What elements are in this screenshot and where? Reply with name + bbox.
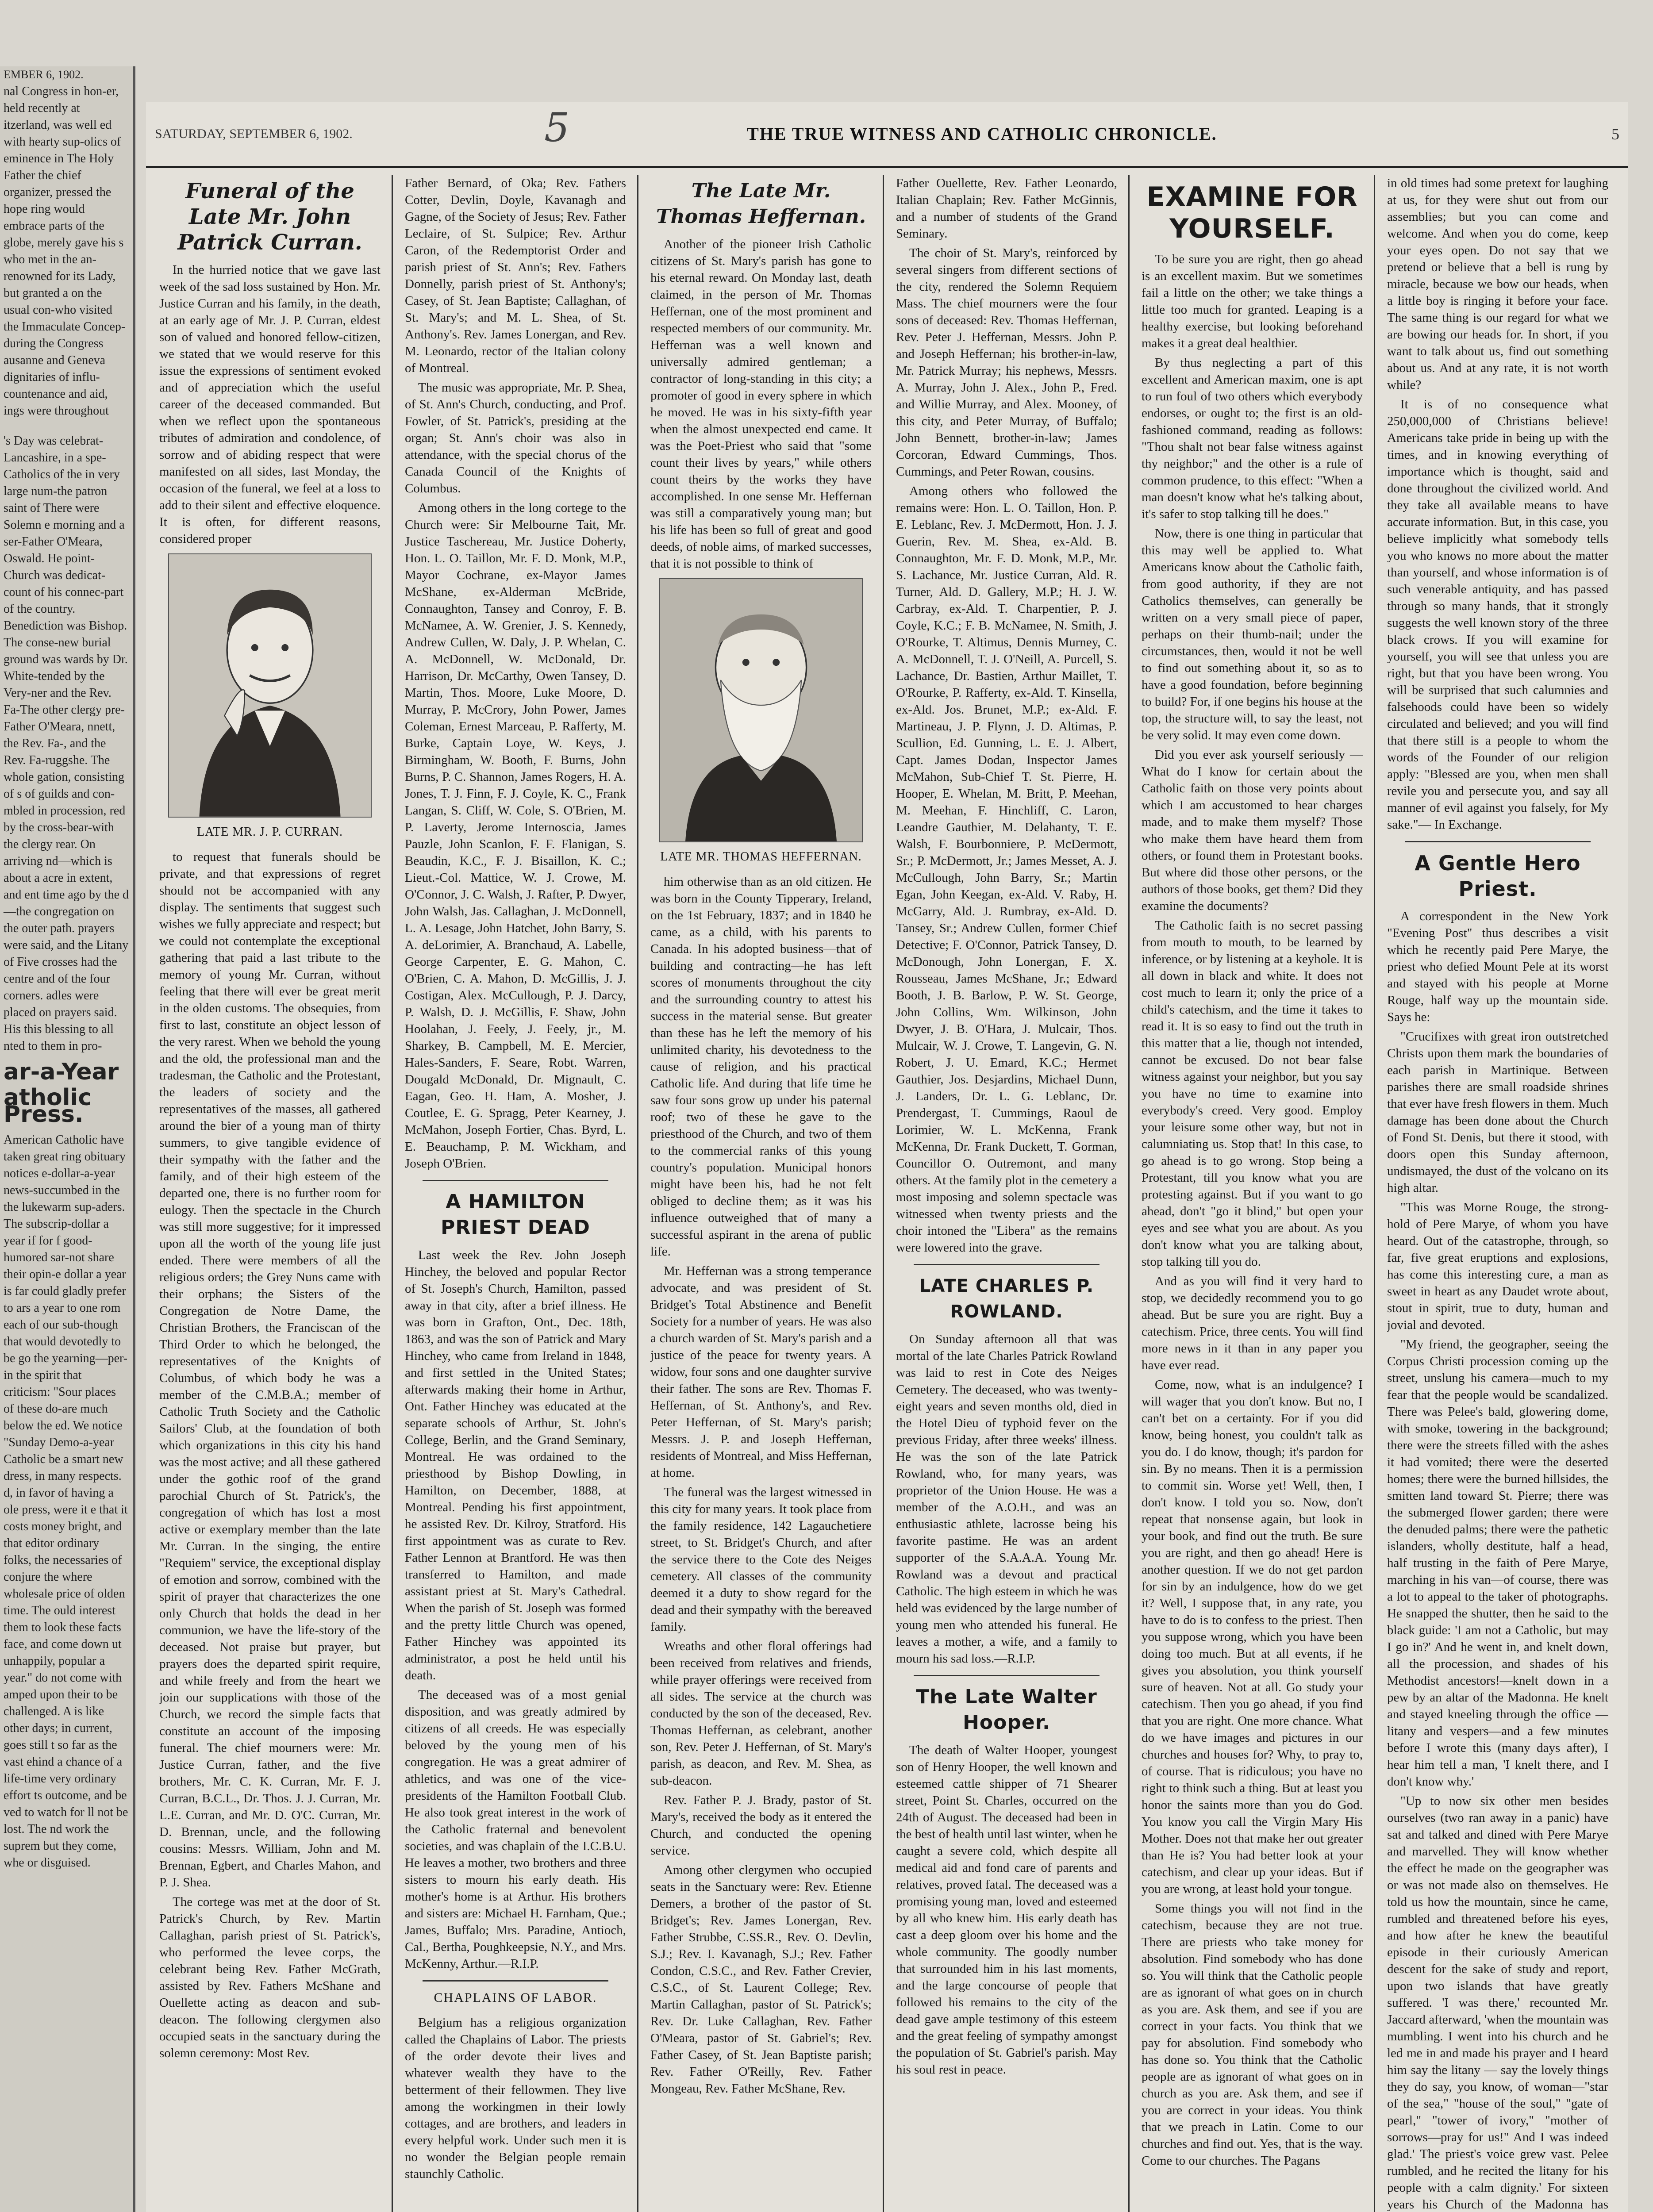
- column-1: [159, 175, 381, 2212]
- hamilton-headline: A HAMILTON PRIEST DEAD: [441, 1190, 590, 1239]
- page-header: [146, 102, 1628, 168]
- column-rule: [1128, 175, 1130, 2212]
- column-rule: [392, 175, 393, 2212]
- masthead: THE TRUE WITNESS AND CATHOLIC CHRONICLE.: [747, 124, 1217, 144]
- examine-paragraph-8: Some things you will not find in the catechism, because they are not true. There are priests who take money for absolution. Find somebody who has done so. You will think that the Catholic people are as ignorant of what goes on in church as you are. Ask them, and see if you are correct in your facts. You think that we pay for absolution. Find somebody who has done so. You think that the Catholic people are as ignorant of what goes on in church as you are. Ask them, and see if you are correct in your ideas. You think that we preach in Latin. Come to our churches and find out. Yes, that is the way. Come to our churches. The Pagans: [1142, 1901, 1363, 2168]
- curran-headline: Funeral of the Late Mr. John Patrick Curran.: [177, 179, 362, 255]
- divider: [914, 1264, 1099, 1265]
- curran-continued-3: Among others in the long cortege to the Church were: Sir Melbourne Tait, Mr. Justice Taschereau, Mr. Justice Doherty, Hon. L. O. Taillon, Mr. F. D. Monk, M.P., Mayor Cochrane, ex-Mayor James McShane, ex-Alderman McBride, Connaughton, Tansey and Conroy, F. B. McNamee, A. W. Grenier, J. S. Kennedy, Andrew Cullen, W. Daly, J. P. Whelan, C. A. McDonnell, W. McDonald, Dr. Harrison, Dr. McCarthy, Owen Tansey, D. Martin, Thos. Moore, Luke Moore, D. Murray, P. McCrory, John Power, James Coleman, Ernest Marceau, P. Rafferty, M. Burke, Captain Loye, W. Keys, J. Birmingham, W. Booth, F. Burns, John Burns, P. C. Shannon, James Rogers, H. A. Jones, T. J. Finn, F. J. Coyle, K. C., Frank Langan, S. Cliff, W. Cole, S. O'Brien, M. P. Laverty, Jerome Internoscia, James Pauzle, John Scanlon, F. F. Flanigan, S. Beaudin, K.C., F. J. Bisaillon, K. C.; Lieut.-Col. Mattice, W. J. Crowe, M. O'Connor, J. C. Walsh, J. Rafter, P. Dwyer, John Walsh, Jas. Callaghan, J. McDonnell, L. A. Lesage, John Hatchet, John Barry, S. A. deLorimier, A. Branchaud, A. Labelle, George Carpenter, E. G. Mahon, C. O'Brien, C. A. Mahon, D. McGillis, J. J. Costigan, Alex. McCullough, P. J. Darcy, P. Walsh, D. J. McGillis, F. Shaw, John Hoolahan, J. Feely, J. Feely, jr., M. Sharkey, B. Campbell, M. E. Mercier, Hales-Sanders, F. Seare, Robt. Warren, Dougald McDonald, Dr. Mignault, C. Eagan, Geo. H. Ham, A. Mosher, J. Coutlee, E. G. Spragg, Peter Kearney, J. McMahon, Joseph Fortier, Chas. Byrd, L. E. Beauchamp, P. M. Wickham, and Joseph O'Brien.: [405, 501, 626, 1171]
- heffernan-paragraph-4: The funeral was the largest witnessed in this city for many years. It took place from the family residence, 142 Lagauchetiere street, to St. Bridget's Church, and after the service there to the Cote des Neiges cemetery. All classes of the community deemed it a duty to show regard for the dead and their sympathy with the bereaved family.: [650, 1485, 872, 1634]
- heffernan-portrait: [659, 578, 863, 842]
- curran-portrait-engraving: [169, 554, 371, 817]
- heffernan-paragraph-3: Mr. Heffernan was a strong temperance advocate, and was president of St. Bridget's Total Abstinence and Benefit Society for a number of years. He was also a church warden of St. Mary's parish and a justice of the peace for twenty years. A widow, four sons and one daughter survive their father. The sons are Rev. Thomas F. Heffernan, of St. Anthony's, and Rev. Peter Heffernan, of St. Mary's parish; Messrs. J. P. and Joseph Heffernan, residents of Montreal, and Miss Heffernan, at home.: [650, 1263, 872, 1480]
- hamilton-paragraph-2: The deceased was of a most genial disposition, and was greatly admired by citizens of all creeds. He was especially beloved by the young men of his congregation. He was a great admirer of athletics, and was one of the vice-presidents of the Hamilton Football Club. He also took great interest in the work of the Catholic fraternal and benevolent societies, and was chaplain of the I.C.B.U. He leaves a mother, two brothers and three sisters to mourn his early death. His mother's home is at Arthur. His brothers and sisters are: Michael H. Farnham, Que.; James, Buffalo; Mrs. Paradine, Antioch, Cal., Bertha, Poughkeepsie, N.Y., and Mrs. McKenny, Arthur.—R.I.P.: [405, 1688, 626, 1971]
- heffernan-paragraph-1: Another of the pioneer Irish Catholic citizens of St. Mary's parish has gone to his eternal reward. On Monday last, death claimed, in the person of Mr. Thomas Heffernan, one of the most prominent and respected members of our community. Mr. Heffernan was a well known and universally admired gentleman; a contractor of long-standing in this city; a promoter of good in every sphere in which he moved. He was in his sixty-fifth year when the almost unexpected end came. It was the Poet-Priest who said that "some count their lives by years," while others count theirs by the works they have accomplished. In one sense Mr. Heffernan was still a comparatively young man; but his life has been so full of great and good deeds, of noble aims, of marked successes, that it is not possible to think of: [650, 237, 872, 571]
- column-rule: [1374, 175, 1375, 2212]
- column-3: [650, 175, 872, 2212]
- curran-paragraph-3: The cortege was met at the door of St. Patrick's Church, by Rev. Martin Callaghan, parish priest of St. Patrick's, who performed the levee corps, the celebrant being Rev. Father McGrath, assisted by Rev. Fathers McShane and Ouellette acting as deacon and sub-deacon. The following clergymen also occupied seats in the sanctuary during the solemn ceremony: Most Rev.: [159, 1894, 381, 2060]
- divider: [914, 1675, 1099, 1676]
- chaplains-paragraph: Belgium has a religious organization called the Chaplains of Labor. The priests of the order devote their lives and whatever wealth they have to the betterment of their fellowmen. They live among the workingmen in their lowly cottages, and are brothers, and leaders in every helpful work. Under such men it is no wonder the Belgian people remain staunchly Catholic.: [405, 2016, 626, 2181]
- adjacent-page-text-mid: 's Day was celebrat-Lancashire, in a spe-Catholics of the in very large num-the patron saint of There were Solemn e morning and a ser-Father O'Meara, Oswald. He point-Church was dedicat-count of his connec-part of the country. Benediction was Bishop. The conse-new burial ground was wards by Dr. White-tended by the Very-ner and the Rev. Fa-The other clergy pre-Father O'Meara, nnett, the Rev. Fa-, and the Rev. Fa-ruggshe. The whole gation, consisting of s of guilds and con-mbled in procession, red by the cross-bear-with the clergy rear. On arriving nd—which is about a acre in extent, and ent time ago by the d—the congregation on the outer path. prayers were said, and the Litany of Five crosses had the centre and of the four corners. adles were placed on prayers said. His this blessing to all nted to them in pro-: [4, 434, 129, 1053]
- examine-paragraph-6: And as you will find it very hard to stop, we decidedly recommend you to go ahead. But be sure you are right. Buy a catechism. Price, three cents. You will find more news in it than in any paper you have ever read.: [1142, 1274, 1363, 1372]
- curran-caption: LATE MR. J. P. CURRAN.: [196, 825, 343, 839]
- divider: [1405, 841, 1591, 842]
- page-number: 5: [1611, 125, 1619, 143]
- rowland-paragraph: On Sunday afternoon all that was mortal of the late Charles Patrick Rowland was laid to rest in Cote des Neiges Cemetery. The deceased, who was twenty-eight years and seven months old, died in the Hotel Dieu of typhoid fever on the previous Friday, after three weeks' illness. He was the son of the late Patrick Rowland, who, for many years, was proprietor of the Union House. He was a member of the A.O.H., and was an enthusiastic athlete, lacrosse being his favorite pastime. He was an ardent supporter of the S.A.A.A. Young Mr. Rowland was a devout and practical Catholic. The high esteem in which he was held was evidenced by the large number of young men who attended his funeral. He leaves a mother, a wife, and a family to mourn his sad loss.—R.I.P.: [896, 1332, 1117, 1666]
- pencil-mark: 5: [544, 104, 570, 151]
- adjacent-page-text-top: nal Congress in hon-er, held recently at itzerland, was well ed with hearty sup-olics of eminence in The Holy Father the chief organizer, pressed the hope ring would embrace parts of the globe, merely gave his s who met in the an-renowned for its Lady, but granted a on the usual con-who visited the Immaculate Concep-during the Congress ausanne and Geneva dignitaries of influ-countenance and aid, ings were throughout: [4, 84, 126, 418]
- newspaper-page: [146, 102, 1628, 2212]
- column-2: [405, 175, 626, 2212]
- heffernan-headline: The Late Mr. Thomas Heffernan.: [656, 180, 866, 228]
- examine-paragraph-7: Come, now, what is an indulgence? I will wager that you don't know. But no, I can't bet on a certainty. For if you did know, being honest, you couldn't talk as you do. I do know, though; it's pardon for sin. By no means. Then it is a permission to commit sin. Worse yet! Well, then, I don't know. I told you so. Now, don't repeat that nonsense again, but look in your book, and find out the truth. Be sure you are right, and then go ahead! Here is another question. If we do not get pardon for sin by an indulgence, how do we get it? Well, I suppose that, in any rate, you have to do is to confess to the priest. Then you suppose wrong, which you have been doing too much. But at all events, if he gives you absolution, you think yourself sure of heaven. Not at all. Go study your catechism. Then you go ahead, if you find that you are right. One more chance. What do we have images and pictures in our churches and houses for? Why, to pray to, of course. That is ridiculous; you have no right to think such a thing. But at least you honor the saints more than you do God. You know you call the Virgin Mary His Mother. Does not that make her out greater than He is? You had better look at your catechism, and clear up your ideas. But if you are wrong, at least hold your tongue.: [1142, 1378, 1363, 1896]
- heffernan-paragraph-5: Wreaths and other floral offerings had been received from relatives and friends, while prayer offerings were received from all sides. The service at the church was conducted by the son of the deceased, Rev. Thomas Heffernan, as celebrant, another son, Rev. Peter J. Heffernan, of St. Mary's parish, as deacon, and Rev. M. Shea, as sub-deacon.: [650, 1639, 872, 1788]
- hooper-paragraph: The death of Walter Hooper, youngest son of Henry Hooper, the well known and esteemed cattle shipper of 71 Shearer street, Point St. Charles, occurred on the 24th of August. The deceased had been in the best of health until last winter, when he caught a severe cold, which despite all medical aid and fond care of parents and relatives, proved fatal. The deceased was a promising young man, loved and esteemed by all who knew him. His early death has cast a deep gloom over his home and the whole community. The goodly number that surrounded him in his last moments, and the large concourse of people that followed his remains to the city of the dead gave ample testimony of this esteem and the great feeling of sympathy amongst the population of St. Gabriel's parish. May his soul rest in peace.: [896, 1743, 1117, 2077]
- hero-priest-paragraph-3: "This was Morne Rouge, the strong-hold of Pere Marye, of whom you have heard. Out of the catastrophe, through, so far, five great eruptions and explosions, has come this interesting cure, a man as sweet in heart as any Daudet wrote about, stout in spirit, true to duty, human and jovial and devoted.: [1387, 1200, 1608, 1332]
- divider: [423, 1180, 608, 1181]
- hero-priest-paragraph-5: "Up to now six other men besides ourselves (two ran away in a panic) have sat and talked and dined with Pere Marye and marvelled. They will know whether the effect he made on the geographer was or was not made also on themselves. He told us how the mountain, since he came, rumbled and threatened before his eyes, and how after he knew the beautiful episode in their curiously American descent for the sake of study and report, upon two islands that have greatly suffered. 'I was there,' recounted Mr. Jaccard afterward, 'when the mountain was mumbling. I went into his church and he led me in and made his prayer and I heard him say the litany — say the lovely things they do say, you know, of woman—"star of the sea," "house of the soul," "gate of pearl," "tower of ivory," "mother of sorrows—pray for us!" And I was indeed glad.' The priest's voice grew vast. Pelee rumbled, and he recited the litany for his people with a calm dignity.' For sixteen years his Church of the Madonna has: [1387, 1794, 1608, 2212]
- curran-paragraph-1: In the hurried notice that we gave last week of the sad loss sustained by Hon. Mr. Justice Curran and his family, in the death, at an early age of Mr. J. P. Curran, eldest son of valued and honored fellow-citizen, we stated that we would reserve for this issue the expressions of sentiment evoked and of appreciation which the useful career of the deceased commanded. But when we reflect upon the spontaneous tributes of admiration and condolence, of sorrow and of abiding respect that were manifested on all sides, last Monday, the occasion of the funeral, we feel at a loss to add to their silent and effective eloquence. It is often, for different reasons, considered proper: [159, 263, 381, 546]
- hero-priest-headline: A Gentle Hero Priest.: [1415, 851, 1581, 901]
- curran-portrait: [168, 553, 372, 818]
- adjacent-page-text-bottom: American Catholic have taken great ring obituary notices e-dollar-a-year news-succumbed in the the lukewarm sup-aders. The subscrip-dollar a year if for f good-humored sar-not share their opin-e dollar a year is far could gladly prefer to ars a year to one rom each of our sub-though that would devotedly to be go the yearning—per-in the spirit that criticism: "Sour places of these do-are much below the ed. We notice "Sunday Demo-a-year Catholic be a smart new dress, in many respects. d, in favor of having a ole press, were it e that it costs money bright, and that editor ordinary folks, the necessaries of conjure the where wholesale price of olden time. The ould interest them to look these facts face, and come down ut unhappily, popular a year." do not come with amped upon their to be challenged. A is like other days; in current, goes still t so far as the vast ehind a chance of a life-time very ordinary effort ts outcome, and be ved to watch for ll not be lost. The nd work the suprem but they come, whe or disguised.: [4, 1133, 128, 1870]
- heffernan-portrait-engraving: [660, 579, 862, 841]
- column-6: [1387, 175, 1608, 2212]
- heffernan-paragraph-6: Rev. Father P. J. Brady, pastor of St. Mary's, received the body as it entered the Church, and conducted the opening service.: [650, 1793, 872, 1858]
- examine-paragraph-2: By thus neglecting a part of this excellent and American maxim, one is apt to run foul of two others which everybody endorses, or ought to; the first is an old-fashioned command, reading as follows: "Thou shalt not bear false witness against thy neighbor;" and the other is a rule of common prudence, to this effect: "When a man doesn't know what he's talking about, it's safer to stop talking till he does.": [1142, 356, 1363, 521]
- examine-paragraph-3: Now, there is one thing in particular that this may well be applied to. What Americans know about the Catholic faith, from good authority, if they are not Catholics themselves, can generally be written on a very small piece of paper, perhaps on their thumb-nail; under the circumstances, then, would it not be well to find out something about it, so as to have a good foundation, before beginning to build? For, if one begins his house at the top, the structure will, to say the least, not be very solid. It may even come down.: [1142, 526, 1363, 742]
- examine-paragraph-4: Did you ever ask yourself seriously —What do I know for certain about the Catholic faith on those very points about which I am accustomed to hear charges made, and to make them myself? Those who make them have heard them from others, or found them in Protestant books. But where did those other persons, or the authors of those books, get them? Did they examine the documents?: [1142, 748, 1363, 913]
- examine-paragraph-5: The Catholic faith is no secret passing from mouth to mouth, to be learned by inference, or by listening at a keyhole. It is all down in black and white. It does not cost much to learn it; only the price of a child's catechism, and the time it takes to read it. It is so easy to find out the truth in this matter that a lie, though not intended, cannot be excused. Do not bear false witness against your neighbor, but you say you have no time to examine into everybody's creed. Very good. Employ your leisure some other way, but not in calumniating us. Stop that! In this case, to go ahead is to go wrong. Stop being a Protestant, till you know what you are protesting against. But if you want to go ahead, don't "go it blind," but open your eyes and see what you are about. As you don't know what you are talking about, stop talking till you do.: [1142, 918, 1363, 1269]
- column-rule: [637, 175, 638, 2212]
- adjacent-page-headline-2: atholic Press.: [4, 1084, 92, 1128]
- chaplains-headline: CHAPLAINS OF LABOR.: [434, 1990, 597, 2005]
- hero-priest-paragraph-1: A correspondent in the New York "Evening Post" thus describes a visit which he recently paid Pere Marye, the priest who defied Mount Pele at its worst and stayed with his people at Morne Rouge, half way up the mountain side. Says he:: [1387, 909, 1608, 1024]
- heffernan-continued-3: Among others who followed the remains were: Hon. L. O. Taillon, Hon. P. E. Leblanc, Rev. J. McDermott, Hon. J. J. Guerin, Rev. M. Shea, ex-Ald. B. Connaughton, Mr. F. D. Monk, M.P., Mr. S. Lachance, Mr. Justice Curran, Ald. R. Turner, Ald. D. Gallery, M.P.; H. J. W. Carbray, ex-Ald. T. Charpentier, P. J. Coyle, K.C.; F. B. McNamee, N. Smith, J. O'Rourke, T. Altimus, Dennis Murney, C. A. McDonnell, T. J. O'Neill, A. Purcell, S. Lachance, Dr. Bastien, Arthur Maillet, T. O'Rourke, P. Rafferty, ex-Ald. T. Kinsella, ex-Ald. Jos. Brunet, M.P.; ex-Ald. F. Martineau, J. P. Flynn, J. D. Altimas, P. Scullion, Ed. Gunning, L. E. J. Albert, Capt. James Dodan, Inspector James McMahon, Sub-Chief T. St. Pierre, H. Hooper, E. Whelan, M. Britt, P. Meehan, M. Meehan, F. Hinchliff, C. Laron, Leandre Gauthier, M. Delahanty, T. E. Walsh, F. Bourbonniere, P. McDermott, Sr.; P. McDermott, Jr.; James Messet, A. J. McCullough, John Barry, Sr.; Martin Egan, John Keegan, ex-Ald. V. Raby, H. McGarry, Ald. J. Rumbray, ex-Ald. D. Tansey, Sr.; Andrew Cullen, former Chief Detective; F. O'Connor, Patrick Tansey, D. McDonough, John Lonergan, F. X. Rousseau, James McShane, Jr.; Edward Booth, J. B. Barlow, P. W. St. George, John Collins, Wm. Wilkinson, John Dwyer, J. B. O'Hara, J. Mulcair, Thos. Mulcair, W. J. Crowe, T. Langevin, G. N. Robert, J. U. Emard, K.C.; Hermet Gauthier, Jos. Desjardins, Michael Dunn, J. Landers, Dr. L. G. Leblanc, Dr. Prendergast, T. Cummings, Raoul de Lorimier, W. L. McKenna, Frank McKenna, Dr. Frank Duckett, T. Gorman, Councillor O. Outremont, and many others. At the family plot in the cemetery a most imposing and solemn spectacle was witnessed when twenty priests and the choir intoned the "Libera" as the remains were lowered into the grave.: [896, 484, 1117, 1255]
- examine-continued-2: It is of no consequence what 250,000,000 of Christians believe! Americans take pride in being up with the times, and in knowing everything of importance which is thought, said and done throughout the civilized world. And they take all available means to have accurate information. But, in this case, you believe implicitly what somebody tells you who knows no more about the matter than yourself, and whose information is of such venerable antiquity, and has passed through so many hands, that it strongly suggests the well known story of the three black crows. If you will examine for yourself, you will see that unless you are right, but that you have been wrong. You will be surprised that such calumnies and falsehoods could have been so widely circulated and believed; and you will find that there still is a people to whom the words of the Founder of our religion apply: "Blessed are you, when men shall revile you and persecute you, and say all manner of evil against you falsely, for My sake."— In Exchange.: [1387, 397, 1608, 832]
- heffernan-caption: LATE MR. THOMAS HEFFERNAN.: [660, 849, 862, 864]
- divider: [423, 1980, 608, 1982]
- curran-continued-1: Father Bernard, of Oka; Rev. Fathers Cotter, Devlin, Doyle, Kavanagh and Gagne, of the Society of Jesus; Rev. Father Leclaire, of St. Sulpice; Rev. Arthur Caron, of the Redemptorist Order and parish priest of St. Ann's; Rev. Fathers Donnelly, parish priest of St. Anthony's; Casey, of St. Jean Baptiste; Callaghan, of St. Mary's; and M. L. Shea, of St. Anthony's. Rev. James Lonergan, and Rev. M. Leonardo, rector of the Italian colony of Montreal.: [405, 176, 626, 375]
- examine-headline: EXAMINE FOR YOURSELF.: [1146, 181, 1358, 244]
- hero-priest-paragraph-2: "Crucifixes with great iron outstretched Christs upon them mark the boundaries of each parish in Martinique. Between parishes there are small roadside shrines that ever have fresh flowers in them. Much damage has been done about the Church of Fond St. Denis, but there it stood, with doors open this Sunday afternoon, undismayed, the dust of the volcano on its high altar.: [1387, 1029, 1608, 1195]
- hooper-headline: The Late Walter Hooper.: [916, 1686, 1097, 1734]
- adjacent-page-headline-1: ar-a-Year: [4, 1059, 119, 1085]
- column-4: [896, 175, 1117, 2212]
- heffernan-paragraph-7: Among other clergymen who occupied seats in the Sanctuary were: Rev. Etienne Demers, a brother of the pastor of St. Bridget's; Rev. James Lonergan, Rev. Father Strubbe, C.SS.R., Rev. O. Devlin, S.J.; Rev. I. Kavanagh, S.J.; Rev. Father Condon, C.S.C., and Rev. Father Crevier, C.S.C., of St. Laurent College; Rev. Martin Callaghan, pastor of St. Patrick's; Rev. Dr. Luke Callaghan, Rev. Father O'Meara, pastor of St. Gabriel's; Rev. Father Casey, of St. Jean Baptiste parish; Rev. Father O'Reilly, Rev. Father Mongeau, Rev. Father McShane, Rev.: [650, 1863, 872, 2096]
- examine-paragraph-1: To be sure you are right, then go ahead is an excellent maxim. But we sometimes fail a little on the other; we take things a little too much for granted. Leaping is a healthy exercise, but looking beforehand makes it a great deal healthier.: [1142, 252, 1363, 350]
- adjacent-page-text: [0, 66, 133, 1871]
- adjacent-page-header: EMBER 6, 1902.: [4, 68, 84, 81]
- curran-paragraph-2: to request that funerals should be private, and that expressions of regret should not be accompanied with any display. The sentiments that suggest such wishes we fully appreciate and respect; but we could not contemplate the exceptional gathering that paid a last tribute to the memory of young Mr. Curran, without feeling that there will ever be great merit in the olden customs. The obsequies, from first to last, constitute an object lesson of the very rarest. When we behold the young and the old, the professional man and the tradesman, the Catholic and the Protestant, the leaders of society and the representatives of the masses, all gathered around the bier of a young man of thirty summers, to give tangible evidence of their sympathy with the father and the family, and of their high esteem of the departed one, there is no further room for eulogy. Then the spectacle in the Church was still more suggestive; for it impressed upon all the worth of the young life just ended. There were members of all the religious orders; the Grey Nuns came with their orphans; the Sisters of the Congregation de Notre Dame, the Christian Brothers, the Franciscan of the Third Order to which he belonged, the representatives of the Knights of Columbus, of which body he was a member of the C.M.B.A.; member of Catholic Truth Society and the Catholic Sailors' Club, at the foundation of both which organizations in this city his hand was the most active; and all these gathered under the gothic roof of the grand parochial Church of St. Patrick's, the congregation of which has lost a most active or exemplary member than the late Mr. Curran. In the singing, the entire "Requiem" service, the exceptional display of emotion and sorrow, combined with the spirit of prayer that characterizes the one only Church that holds the dead in her communion, we have the life-story of the deceased. Not praise but prayer, but prayers does the departed spirit require, and while freely and from the heart we join our supplications with those of the Church, we record the simple facts that constitute an account of the imposing funeral. The chief mourners were: Mr. Justice Curran, father, and the five brothers, Mr. C. K. Curran, Mr. F. J. Curran, B.C.L., Dr. Thos. J. J. Curran, Mr. L.E. Curran, and Mr. D. O'C. Curran, Mr. D. Brennan, uncle, and the following cousins: Messrs. William, John and M. Brennan, Egbert, and Charles Mahon, and P. J. Shea.: [159, 849, 381, 1889]
- heffernan-continued-1: Father Ouellette, Rev. Father Leonardo, Italian Chaplain; Rev. Father McGinnis, and a number of students of the Grand Seminary.: [896, 176, 1117, 241]
- examine-continued-1: in old times had some pretext for laughing at us, for they were shut out from our assemblies; but you can come and welcome. And when you do come, keep your eyes open. Do not say that we pretend or believe that a bell is rung by miracle, because we bow our heads, when a little boy is ringing it before your face. The same thing is our regard for what we are bowing our heads for. In short, if you want to talk about us, find out something about us. And at any rate, it is not worth while?: [1387, 176, 1608, 392]
- hero-priest-paragraph-4: "My friend, the geographer, seeing the Corpus Christi procession coming up the street, unslung his camera—much to my fear that the people would be scandalized. There was Pelee's bald, glowering dome, with smoke, towering in the background; there were the streets filled with the ashes it had vomited; there were the deserted homes; there were the burned hillsides, the smitten land toward St. Pierre; there was the submerged flower garden; there were the denuded palms; there were the pathetic islanders, wholly destitute, half a head, half trusting in the faith of Pere Marye, marching in his van—of course, there was a lot to appeal to the taker of photographs. He snapped the shutter, then he said to the black guide: 'I am not a Catholic, but may I go in?' And he went in, and knelt down, all the procession, and shades of his Methodist ancestors!—knelt down in a pew by an altar of the Madonna. He knelt and stayed kneeling through the office — litany and vespers—and a few minutes before I wrote this (many days after), I hear him tell a man, 'I knelt there, and I don't know why.': [1387, 1337, 1608, 1789]
- column-rule: [883, 175, 884, 2212]
- hamilton-paragraph-1: Last week the Rev. John Joseph Hinchey, the beloved and popular Rector of St. Joseph's Church, Hamilton, passed away in that city, after a brief illness. He was born in Grafton, Ont., Dec. 18th, 1863, and was the son of Patrick and Mary Hinchey, who came from Ireland in 1848, and first settled in the United States; afterwards making their home in Arthur, Ont. Father Hinchey was educated at the separate schools of Arthur, St. John's College, Berlin, and the Grand Seminary, Montreal. He was ordained to the priesthood by Bishop Dowling, in Hamilton, on December, 1888, at Montreal. Pending his first appointment, he assisted Rev. Dr. Kilroy, Stratford. His first appointment was as curate to Rev. Father Lennon at Brantford. He was then transferred to Hamilton, and made assistant priest at St. Mary's Cathedral. When the parish of St. Joseph was formed and the pretty little Church was opened, Father Hinchey was appointed its administrator, a post he held until his death.: [405, 1248, 626, 1682]
- rowland-headline: LATE CHARLES P. ROWLAND.: [919, 1276, 1094, 1322]
- column-5: [1142, 175, 1363, 2212]
- adjacent-page-fragment: [0, 66, 135, 2212]
- curran-continued-2: The music was appropriate, Mr. P. Shea, of St. Ann's Church, conducting, and Prof. Fowler, of St. Patrick's, presiding at the organ; St. Ann's choir was also in attendance, with the special chorus of the Canada Council of the Knights of Columbus.: [405, 380, 626, 495]
- heffernan-continued-2: The choir of St. Mary's, reinforced by several singers from different sections of the city, rendered the Solemn Requiem Mass. The chief mourners were the four sons of deceased: Rev. Thomas Heffernan, Rev. Peter J. Heffernan, Messrs. John P. and Joseph Heffernan; his brother-in-law, Mr. Patrick Murray; his nephews, Messrs. A. Murray, John J. Alex., John P., Fred. and Willie Murray, and Alex. Mooney, of this city, and Peter Murray, of Buffalo; John Bennett, brother-in-law; James Corcoran, Edward Cummings, Thos. Cummings, and Peter Rowan, cousins.: [896, 246, 1117, 479]
- heffernan-paragraph-2: him otherwise than as an old citizen. He was born in the County Tipperary, Ireland, on the 1st February, 1837; and in 1840 he came, as a child, with his parents to Canada. In his adopted business—that of building and contracting—he has left scores of monuments throughout the city and the surrounding country to attest his success in the material sense. But greater than these has he left the memory of his unlimited charity, his devotedness to the cause of religion, and his practical Catholic life. And during that life time he saw four sons grow up under his paternal roof; two of these he gave to the priesthood of the Church, and two of them to the commercial ranks of this young country's population. Municipal honors might have been his, had he not felt obliged to decline them; as it was his influence outweighed that of many a successful aspirant in the arena of public life.: [650, 874, 872, 1259]
- issue-date: SATURDAY, SEPTEMBER 6, 1902.: [155, 126, 353, 141]
